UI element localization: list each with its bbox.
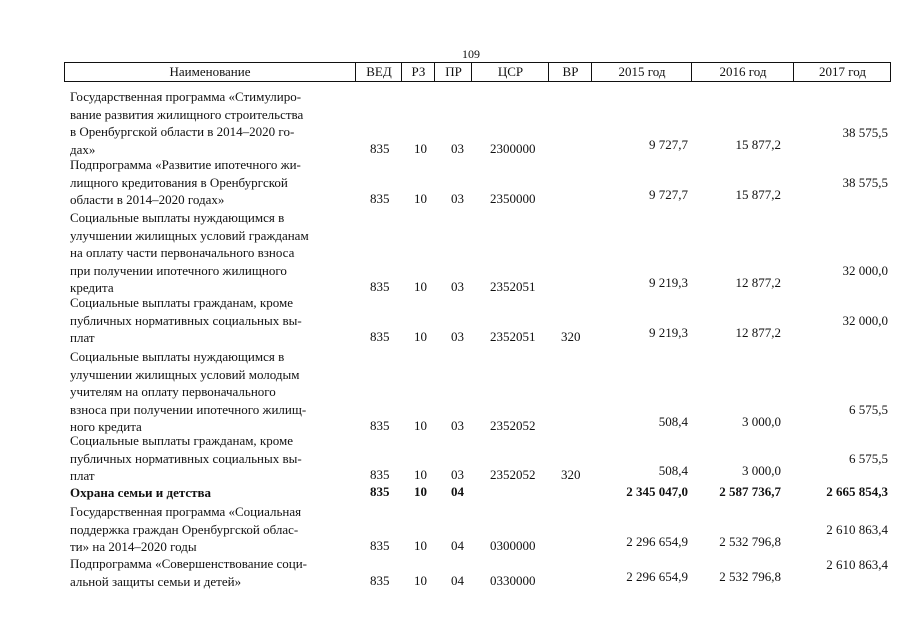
cell-rz: 10 [414,329,427,344]
row-name-line: Социальные выплаты гражданам, кроме [70,433,293,448]
header-rz: РЗ [401,63,435,81]
cell-2017: 32 000,0 [842,263,888,278]
cell-ved: 835 [370,279,390,294]
row-name-line: взноса при получении ипотечного жилищ- [70,401,307,417]
cell-csr: 2352052 [490,418,536,433]
row-name-line: учителям на оплату первоначального [70,384,276,399]
row-name-line: при получении ипотечного жилищного [70,262,287,278]
cell-ved: 835 [370,538,390,553]
cell-2017: 32 000,0 [842,313,888,328]
cell-2015: 9 727,7 [649,136,688,152]
cell-ved: 835 [370,329,390,344]
table-header [64,62,891,82]
cell-2016: 12 877,2 [735,275,781,290]
cell-ved: 835 [370,140,390,156]
cell-vr: 320 [561,467,581,482]
row-name [70,484,362,502]
header-2017: 2017 год [793,63,891,81]
cell-csr: 2300000 [490,140,536,156]
row-name-line: Подпрограмма «Совершенствование соци- [70,556,307,571]
cell-rz: 10 [414,538,427,553]
row-name-line: лищного кредитования в Оренбургской [70,174,288,190]
row-name-line: публичных нормативных социальных вы- [70,450,302,466]
cell-pr: 04 [451,538,464,553]
cell-2016: 2 587 736,7 [719,484,781,499]
cell-csr: 2352051 [490,329,536,344]
row-name-line: Охрана семьи и детства [70,485,212,500]
cell-rz: 10 [414,467,427,482]
header-csr: ЦСР [471,63,549,81]
cell-rz: 10 [414,418,427,433]
cell-ved: 835 [370,418,390,433]
cell-2015: 9 219,3 [649,275,688,290]
cell-2017: 38 575,5 [842,175,888,190]
cell-csr: 2350000 [490,191,536,206]
cell-rz: 10 [414,191,427,206]
cell-2016: 3 000,0 [742,463,781,478]
row-name [70,432,362,485]
header-vr: ВР [548,63,592,81]
cell-2017: 38 575,5 [842,124,888,140]
cell-2016: 15 877,2 [735,187,781,202]
cell-2017: 2 665 854,3 [826,484,888,499]
header-2016: 2016 год [691,63,794,81]
row-name-line: Социальные выплаты нуждающимся в [70,210,285,225]
cell-2017: 6 575,5 [849,451,888,466]
cell-2017: 2 610 863,4 [826,522,888,537]
row-name-line: плат [70,330,95,345]
row-name [70,503,362,556]
cell-pr: 03 [451,418,464,433]
row-name-line: плат [70,468,95,483]
row-name-line: Подпрограмма «Развитие ипотечного жи- [70,157,301,172]
cell-ved: 835 [370,467,390,482]
row-name [70,88,362,158]
row-name-line: на оплату части первоначального взноса [70,245,295,260]
cell-ved: 835 [370,484,390,499]
cell-rz: 10 [414,140,427,156]
cell-2016: 3 000,0 [742,414,781,429]
header-pr: ПР [434,63,472,81]
row-name-line: дах» [70,141,96,157]
cell-csr: 2352052 [490,467,536,482]
cell-pr: 04 [451,572,464,588]
row-name-line: Государственная программа «Социальная [70,504,302,519]
row-name-line: Социальные выплаты нуждающимся в [70,349,285,364]
cell-2015: 2 345 047,0 [626,484,688,499]
page-number: 109 [462,47,480,61]
cell-pr: 03 [451,329,464,344]
cell-rz: 10 [414,484,427,499]
cell-2015: 9 219,3 [649,325,688,340]
cell-rz: 10 [414,572,427,588]
row-name [70,156,362,209]
header-2015: 2015 год [591,63,692,81]
cell-csr: 2352051 [490,279,536,294]
cell-2016: 2 532 796,8 [719,568,781,584]
cell-csr: 0300000 [490,538,536,553]
cell-vr: 320 [561,329,581,344]
cell-ved: 835 [370,191,390,206]
row-name [70,555,362,590]
cell-pr: 03 [451,279,464,294]
cell-ved: 835 [370,572,390,588]
row-name-line: Государственная программа «Стимулиро- [70,89,302,104]
row-name-line: области в 2014–2020 годах» [70,192,225,207]
row-name [70,294,362,347]
cell-pr: 03 [451,191,464,206]
row-name-line: публичных нормативных социальных вы- [70,312,302,328]
row-name [70,348,362,436]
cell-csr: 0330000 [490,572,536,588]
row-name-line: поддержка граждан Оренбургской облас- [70,521,299,537]
cell-2016: 15 877,2 [735,136,781,152]
cell-2015: 508,4 [658,463,688,478]
cell-rz: 10 [414,279,427,294]
cell-2015: 2 296 654,9 [626,568,688,584]
row-name-line: Социальные выплаты гражданам, кроме [70,295,293,310]
cell-2017: 2 610 863,4 [826,556,888,572]
cell-pr: 04 [451,484,464,499]
row-name-line: кредита [70,280,114,295]
row-name-line: в Оренбургской области в 2014–2020 го- [70,124,295,139]
cell-2015: 9 727,7 [649,187,688,202]
cell-2016: 2 532 796,8 [719,534,781,549]
row-name-line: улучшении жилищных условий гражданам [70,227,309,243]
cell-pr: 03 [451,467,464,482]
cell-2015: 2 296 654,9 [626,534,688,549]
row-name-line: улучшении жилищных условий молодым [70,366,300,382]
cell-2017: 6 575,5 [849,402,888,417]
header-name: Наименование [169,64,251,79]
row-name-line: вание развития жилищного строительства [70,106,304,122]
row-name-line: ного кредита [70,419,142,434]
cell-pr: 03 [451,140,464,156]
cell-2015: 508,4 [658,414,688,429]
row-name-line: ти» на 2014–2020 годы [70,539,197,554]
header-ved: ВЕД [355,63,402,81]
row-name-line: альной защиты семьи и детей» [70,573,242,589]
cell-2016: 12 877,2 [735,325,781,340]
row-name [70,209,362,297]
